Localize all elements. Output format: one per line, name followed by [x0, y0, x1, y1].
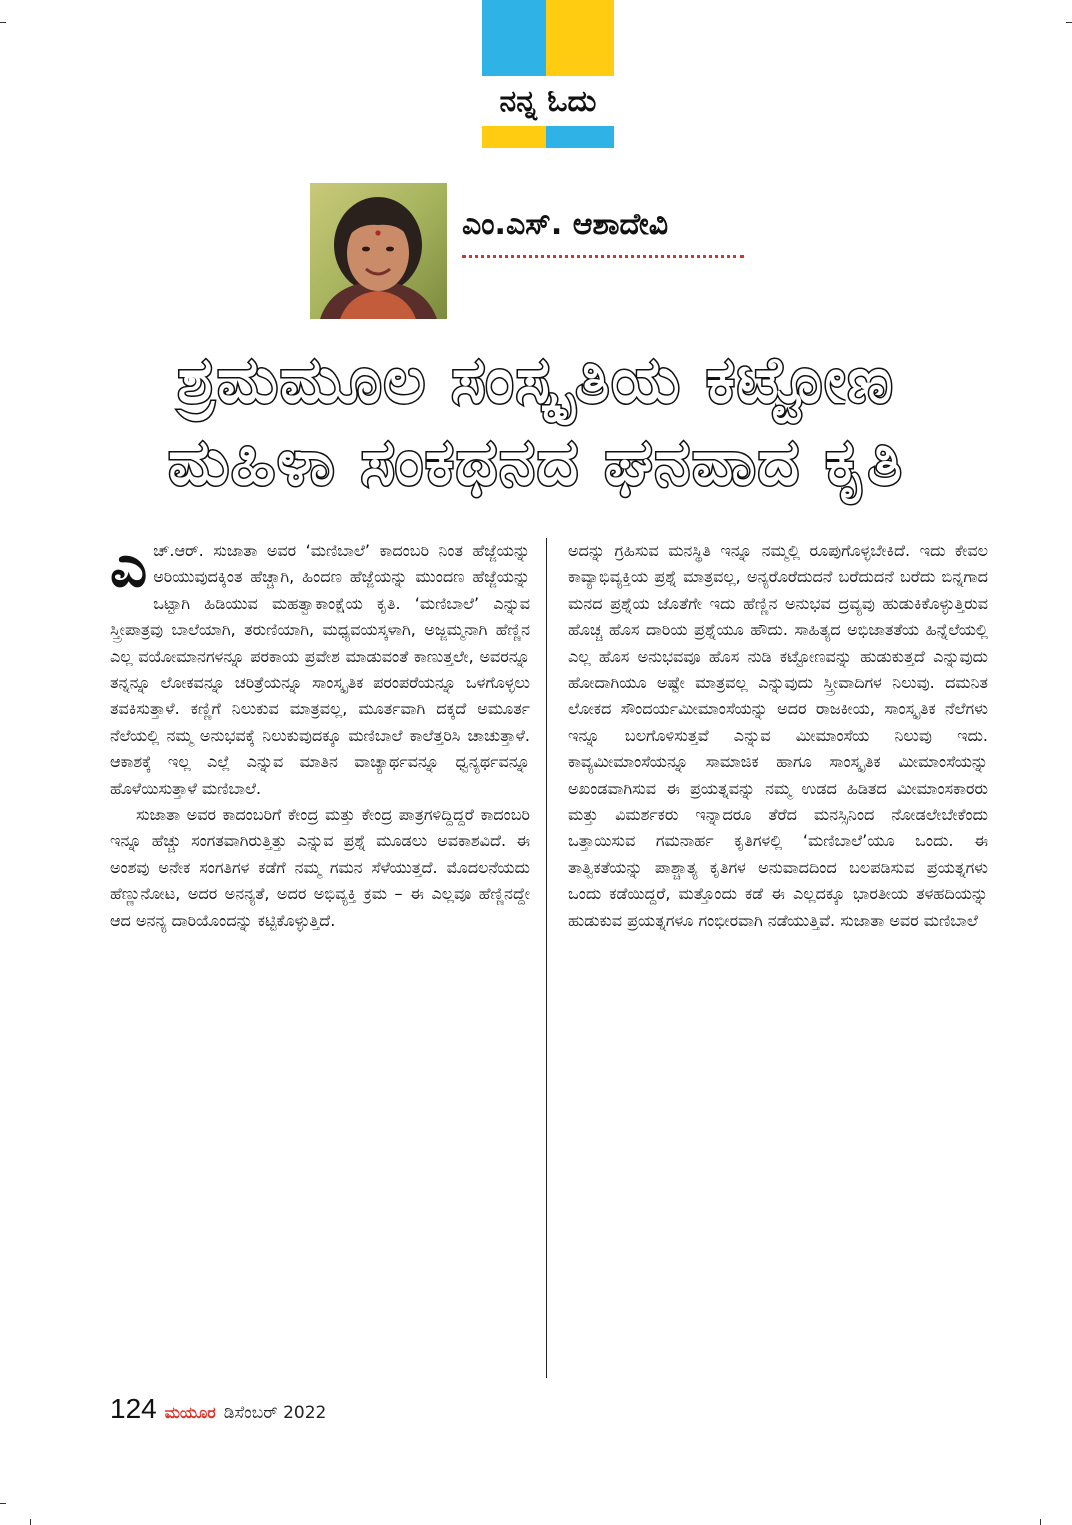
crop-mark	[1066, 22, 1072, 23]
crop-mark	[0, 1503, 6, 1504]
page-footer	[110, 1393, 326, 1427]
column-divider	[546, 538, 547, 1378]
header-blue-strip	[546, 126, 614, 148]
paragraph-text: ಚ್.ಆರ್. ಸುಜಾತಾ ಅವರ ‘ಮಣಿಬಾಲೆ’ ಕಾದಂಬರಿ ನಿಂತ ಹೆಜ್ಜೆಯನ್ನು ಅರಿಯುವುದಕ್ಕಿಂತ ಹೆಚ್ಚಾಗಿ, ಹಿಂದಣ ಹೆಜ್ಜೆಯನ್ನು ಮುಂದಣ ಹೆಜ್ಜೆಯನ್ನು ಒಟ್ಟಾಗಿ ಹಿಡಿಯುವ ಮಹತ್ವಾಕಾಂಕ್ಷೆಯ ಕೃತಿ. ‘ಮಣಿಬಾಲೆ’ ಎನ್ನುವ ಸ್ತ್ರೀಪಾತ್ರವು ಬಾಲೆಯಾಗಿ, ತರುಣಿಯಾಗಿ, ಮಧ್ಯವಯಸ್ಕಳಾಗಿ, ಅಜ್ಜಮ್ಮನಾಗಿ ಹೆಣ್ಣಿನ ಎಲ್ಲ ವಯೋಮಾನಗಳನ್ನೂ ಪರಕಾಯ ಪ್ರವೇಶ ಮಾಡುವಂತೆ ಕಾಣುತ್ತಲೇ, ಅವರನ್ನೂ ತನ್ನನ್ನೂ ಲೋಕವನ್ನೂ ಚರಿತ್ರೆಯನ್ನೂ ಸಾಂಸ್ಕೃತಿಕ ಪರಂಪರೆಯನ್ನೂ ಒಳಗೊಳ್ಳಲು ತವಕಿಸುತ್ತಾಳೆ. ಕಣ್ಣಿಗೆ ನಿಲುಕುವ ಮಾತ್ರವಲ್ಲ, ಮೂರ್ತವಾಗಿ ದಕ್ಕದೆ ಅಮೂರ್ತ ನೆಲೆಯಲ್ಲಿ ನಮ್ಮ ಅನುಭವಕ್ಕೆ ನಿಲುಕುವುದಕ್ಕೂ ಮಣಿಬಾಲೆ ಕಾಲೆತ್ತರಿಸಿ ಚಾಚುತ್ತಾಳೆ. ಆಕಾಶಕ್ಕೆ ಇಲ್ಲ ಎಲ್ಲೆ ಎನ್ನುವ ಮಾತಿನ ವಾಚ್ಯಾರ್ಥವನ್ನೂ ಧ್ವನ್ಯರ್ಥವನ್ನೂ ಹೊಳೆಯಿಸುತ್ತಾಳೆ ಮಣಿಬಾಲೆ.	[110, 541, 530, 798]
author-underline	[462, 255, 744, 258]
author-photo	[310, 183, 447, 319]
article-column-left	[110, 538, 530, 1388]
article-column-right	[568, 538, 988, 1388]
section-label: ನನ್ನ ಓದು	[482, 76, 614, 126]
paragraph: ಸುಜಾತಾ ಅವರ ಕಾದಂಬರಿಗೆ ಕೇಂದ್ರ ಮತ್ತು ಕೇಂದ್ರ ಪಾತ್ರಗಳಿದ್ದಿದ್ದರೆ ಕಾದಂಬರಿ ಇನ್ನೂ ಹೆಚ್ಚು ಸಂಗತವಾಗಿರುತ್ತಿತ್ತು ಎನ್ನುವ ಪ್ರಶ್ನೆ ಮೂಡಲು ಅವಕಾಶವಿದೆ. ಈ ಅಂಶವು ಅನೇಕ ಸಂಗತಿಗಳ ಕಡೆಗೆ ನಮ್ಮ ಗಮನ ಸೆಳೆಯುತ್ತದೆ. ಮೊದಲನೆಯದು ಹೆಣ್ಣುನೋಟ, ಅದರ ಅನನ್ಯತೆ, ಅದರ ಅಭಿವ್ಯಕ್ತಿ ಕ್ರಮ – ಈ ಎಲ್ಲವೂ ಹೆಣ್ಣಿನದ್ದೇ ಆದ ಅನನ್ಯ ದಾರಿಯೊಂದನ್ನು ಕಟ್ಟಿಕೊಳ್ಳುತ್ತಿದೆ.	[110, 805, 530, 930]
header-yellow-block	[546, 0, 614, 76]
issue-date: ಡಿಸೆಂಬರ್ 2022	[223, 1403, 327, 1423]
section-header	[482, 0, 614, 148]
header-blue-block	[482, 0, 546, 76]
crop-mark	[30, 1519, 31, 1525]
author-name: ಎಂ.ಎಸ್. ಆಶಾದೇವಿ	[462, 207, 669, 242]
paragraph	[110, 538, 530, 802]
paragraph: ಅದನ್ನು ಗ್ರಹಿಸುವ ಮನಸ್ಥಿತಿ ಇನ್ನೂ ನಮ್ಮಲ್ಲಿ ರೂಪುಗೊಳ್ಳಬೇಕಿದೆ. ಇದು ಕೇವಲ ಕಾವ್ಯಾಭಿವ್ಯಕ್ತಿಯ ಪ್ರಶ್ನೆ ಮಾತ್ರವಲ್ಲ, ಅನ್ಯರೊರೆದುದನೆ ಬರೆದುದನೆ ಬರೆದು ಬಿನ್ನಗಾದ ಮನದ ಪ್ರಶ್ನೆಯ ಜೊತೆಗೇ ಇದು ಹೆಣ್ಣಿನ ಅನುಭವ ದ್ರವ್ಯವು ಹುಡುಕಿಕೊಳ್ಳುತ್ತಿರುವ ಹೊಚ್ಚ ಹೊಸ ದಾರಿಯ ಪ್ರಶ್ನೆಯೂ ಹೌದು. ಸಾಹಿತ್ಯದ ಅಭಿಜಾತತೆಯ ಹಿನ್ನೆಲೆಯಲ್ಲಿ ಎಲ್ಲ ಹೊಸ ಅನುಭವವೂ ಹೊಸ ನುಡಿ ಕಟ್ಟೋಣವನ್ನು ಹುಡುಕುತ್ತದೆ ಎನ್ನುವುದು ಹೋದಾಗಿಯೂ ಅಷ್ಟೇ ಮಾತ್ರವಲ್ಲ ಎನ್ನುವುದು ಸ್ತ್ರೀವಾದಿಗಳ ನಿಲುವು. ದಮನಿತ ಲೋಕದ ಸೌಂದರ್ಯಮೀಮಾಂಸೆಯನ್ನು ಅದರ ರಾಜಕೀಯ, ಸಾಂಸ್ಕೃತಿಕ ನೆಲೆಗಳು ಇನ್ನೂ ಬಲಗೊಳಿಸುತ್ತವೆ ಎನ್ನುವ ಮೀಮಾಂಸೆಯ ನಿಲುವು ಇದು. ಕಾವ್ಯಮೀಮಾಂಸೆಯನ್ನೂ ಸಾಮಾಜಿಕ ಹಾಗೂ ಸಾಂಸ್ಕೃತಿಕ ಮೀಮಾಂಸೆಯನ್ನು ಅಖಂಡವಾಗಿಸುವ ಈ ಪ್ರಯತ್ನವನ್ನು ನಮ್ಮ ಉಡದ ಹಿಡಿತದ ಮೀಮಾಂಸಕಾರರು ಮತ್ತು ವಿಮರ್ಶಕರು ಇನ್ನಾದರೂ ತೆರೆದ ಮನಸ್ಸಿನಿಂದ ನೋಡಲೇಬೇಕೆಂದು ಒತ್ತಾಯಿಸುವ ಗಮನಾರ್ಹ ಕೃತಿಗಳಲ್ಲಿ ‘ಮಣಿಬಾಲೆ’ಯೂ ಒಂದು. ಈ ತಾತ್ವಿಕತೆಯನ್ನು ಪಾಶ್ಚಾತ್ಯ ಕೃತಿಗಳ ಅನುವಾದದಿಂದ ಬಲಪಡಿಸುವ ಪ್ರಯತ್ನಗಳು ಒಂದು ಕಡೆಯಿದ್ದರೆ, ಮತ್ತೊಂದು ಕಡೆ ಈ ಎಲ್ಲದಕ್ಕೂ ಭಾರತೀಯ ತಳಹದಿಯನ್ನು ಹುಡುಕುವ ಪ್ರಯತ್ನಗಳೂ ಗಂಭೀರವಾಗಿ ನಡೆಯುತ್ತಿವೆ. ಸುಜಾತಾ ಅವರ ಮಣಿಬಾಲೆ	[568, 541, 988, 930]
headline-line-1: ಶ್ರಮಮೂಲ ಸಂಸ್ಕೃತಿಯ ಕಟ್ಟೋಣ	[177, 344, 895, 418]
drop-cap: ಎ	[110, 538, 148, 600]
header-yellow-strip	[482, 126, 546, 148]
page-number: 124	[110, 1393, 157, 1424]
crop-mark	[0, 22, 6, 23]
headline-line-2: ಮಹಿಳಾ ಸಂಕಥನದ ಘನವಾದ ಕೃತಿ	[168, 426, 904, 500]
crop-mark	[1040, 1519, 1041, 1525]
magazine-name: ಮಯೂರ	[164, 1403, 216, 1422]
